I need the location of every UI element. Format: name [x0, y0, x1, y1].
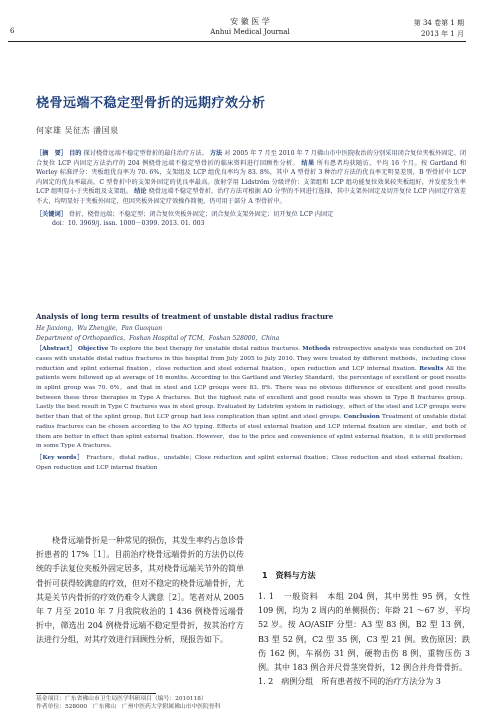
result-text: 所有患者均获随访，平均 16 个月。按 Gartland 和 Werley 标准评分：夹板组优良率为 70. 6%，支架组及 LCP 组优良率均为 83. 8%，其中 A 型骨折 3 种治疗方法的优良率无明显差别，B 型骨折中 LCP 内固定的优良率最高，C 型骨折中的支架外固定的优良率最高。放射学用 Lidström 分级评价：支架组和 LCP 组功能复位效果较夹板组好，并发症发生率 LCP 组明显小于夹板组及支架组。	[36, 159, 467, 196]
method-label: 方法	[209, 150, 223, 157]
conclusion-label: 结论	[134, 188, 147, 196]
methods-paragraph: 1. 1 一般资料 本组 204 例，其中男性 95 例，女性 109 例，均为 2 周内的单侧损伤；年龄 21 ～67 岁，平均 52 岁。按 AO/ASIF 分型：A3 型 83 例，B2 型 13 例，B3 型 52 例，C2 型 35 例，C3 型 21 例。致伤原因：跌伤 162 例，车祸伤 31 例，硬物击伤 8 例，重物压伤 3 例。其中 183 例合并尺骨茎突骨折，12 例合并舟骨骨折。 1. 2 病例分组 所有患者按不同的治疗方法分为 3	[258, 592, 470, 687]
conclusion-en-label: Conclusion	[343, 414, 380, 421]
article-title: 桡骨远端不稳定型骨折的远期疗效分析	[36, 96, 266, 111]
section-heading: 1 资料与方法	[262, 571, 316, 580]
english-affiliation: Department of Orthopaedics，Foshan Hospital of TCM，Foshan 528000，China	[36, 334, 280, 342]
body-right-column	[258, 590, 470, 689]
results-en-label: Results	[419, 365, 444, 372]
doi: doi：10. 3969/j. issn. 1000－0399. 2013. 01. 003	[52, 220, 205, 228]
keywords-en-text: Fracture，distal radius，unstable；Close reduction and splint external fixation；Close reduction and steel external fixation；Open reduction and LCP internal fixation	[36, 454, 466, 471]
journal-name-en: Anhui Medical Journal	[210, 28, 290, 36]
objective-label: 目的	[69, 150, 82, 157]
issue-date: 2013 年 1 月	[421, 30, 464, 38]
body-left-column	[36, 534, 244, 648]
article-authors: 何家雄 吴征杰 潘国泉	[36, 126, 119, 135]
keywords-en	[36, 454, 466, 473]
introduction-paragraph: 桡骨远端骨折是一种常见的损伤，其发生率约占急诊骨折患者的 17%［1］。目前治疗桡骨远端骨折的方法仍以传统的手法复位夹板外固定居多，其对桡骨远端关节外的简单骨折可获得较满意的疗效，但对不稳定的桡骨远端骨折，尤其是关节内骨折的疗效仍难令人满意［2］。笔者对从 2005 年 7 月至 2010 年 7 月我院收治的 1 436 例桡骨远端骨折中，筛选出 204 例桡骨远端不稳定型骨折，按其治疗方法进行分组，对其疗效进行回顾性分析，现报告如下。	[36, 536, 244, 645]
result-label: 结果	[301, 159, 315, 167]
method-text: 对 2005 年 7 月至 2010 年 7 月佛山市中医院收治的分别采用闭合复位夹板外固定、闭合复位 LCP 内固定方法治疗的 204 例桡骨远端不稳定型骨折的临床资料进行回顾性分析。	[36, 150, 467, 167]
keywords-label: ［关键词］	[36, 210, 67, 218]
volume-issue: 第 34 卷第 1 期	[413, 19, 464, 27]
conclusion-text: 桡骨远端不稳定型骨折，治疗方法可根据 AO 分型的不同进行选择，其中支架外固定及切开复位 LCP 内固定疗效差不大，均明显好于夹板外固定，但因夹板外固定疗效操作简便，仍可用于部分 A 型骨折中。	[36, 188, 467, 205]
abstract-en-label: ［Abstract］	[36, 346, 76, 353]
keywords-text: 骨折，桡骨远端；不稳定型；闭合复位夹板外固定；闭合复位支架外固定；切开复位 LCP 内固定	[68, 210, 334, 218]
english-title: Analysis of long term results of treatment of unstable distal radius fracture	[36, 312, 334, 321]
conclusion-en-text: Treatment of unstable distal radius fractures can be chosen according to the AO typing. Effects of steel external fixation and LCP internal fixation are similar，and both of them are better in effect than splint external fixation. However，due to the price and convenience of splint external fixation，it is still preformed in some Type A fractures.	[36, 414, 466, 450]
objective-en-label: Objective	[78, 346, 109, 353]
footnote-rule	[36, 693, 156, 694]
keywords-en-label: ［Key words］	[36, 454, 84, 461]
footnote-author-unit: 作者单位：528000 广东佛山 广州中医药大学附属佛山市中医院骨科	[36, 704, 221, 710]
page-number: 6	[10, 27, 15, 35]
objective-text: 探讨桡骨远端不稳定型骨折的最佳治疗方法。	[83, 150, 208, 157]
abstract-en	[36, 312, 466, 473]
objective-en-text: To explore the best therapy for unstable distal radius fractures.	[110, 346, 301, 353]
methods-en-text: retrospective analysis was conducted on 204 cases with unstable distal radius fractures in this hospital from July 2005 to July 2010. They were treated by different methods，including close reduction and splint external fixation，close reduction and steel external fixation，open reduction and LCP internal fixation.	[36, 346, 467, 372]
abstract-cn-text	[36, 149, 466, 207]
footnote-fund: 基金项目：广东省佛山市卫生局医学科研项目（编号：2010118）	[36, 696, 207, 702]
journal-name-cn: 安 徽 医 学	[230, 17, 270, 26]
results-en-text: All the patients were followed up at average of 16 months. According to the Gartland and Werley Standard，the percentage of excellent or good results in splint group was 70. 6%，and that in steel and LCP groups were 83. 8%. There was no obvious difference of excellent and good results between these three therapies in Type A fractures. But the highest rate of excellent and good results was shown in Type B fractures group. Lastly the best result in Type C fractures was in steel group. Evaluated by Lidström system in radiology，effect of the steel and LCP groups were better than that of the splint group. But LCP group had less complication than splint and steel groups.	[36, 365, 466, 421]
abstract-cn	[36, 149, 466, 229]
english-authors: He Jiaxiong，Wu Zhengjie，Pan Guoquan	[36, 325, 163, 332]
methods-en-label: Methods	[302, 346, 331, 353]
header-rule	[8, 41, 466, 42]
abstract-en-text	[36, 345, 466, 452]
keywords-cn	[36, 210, 466, 220]
abstract-label: ［摘 要］	[36, 150, 68, 157]
